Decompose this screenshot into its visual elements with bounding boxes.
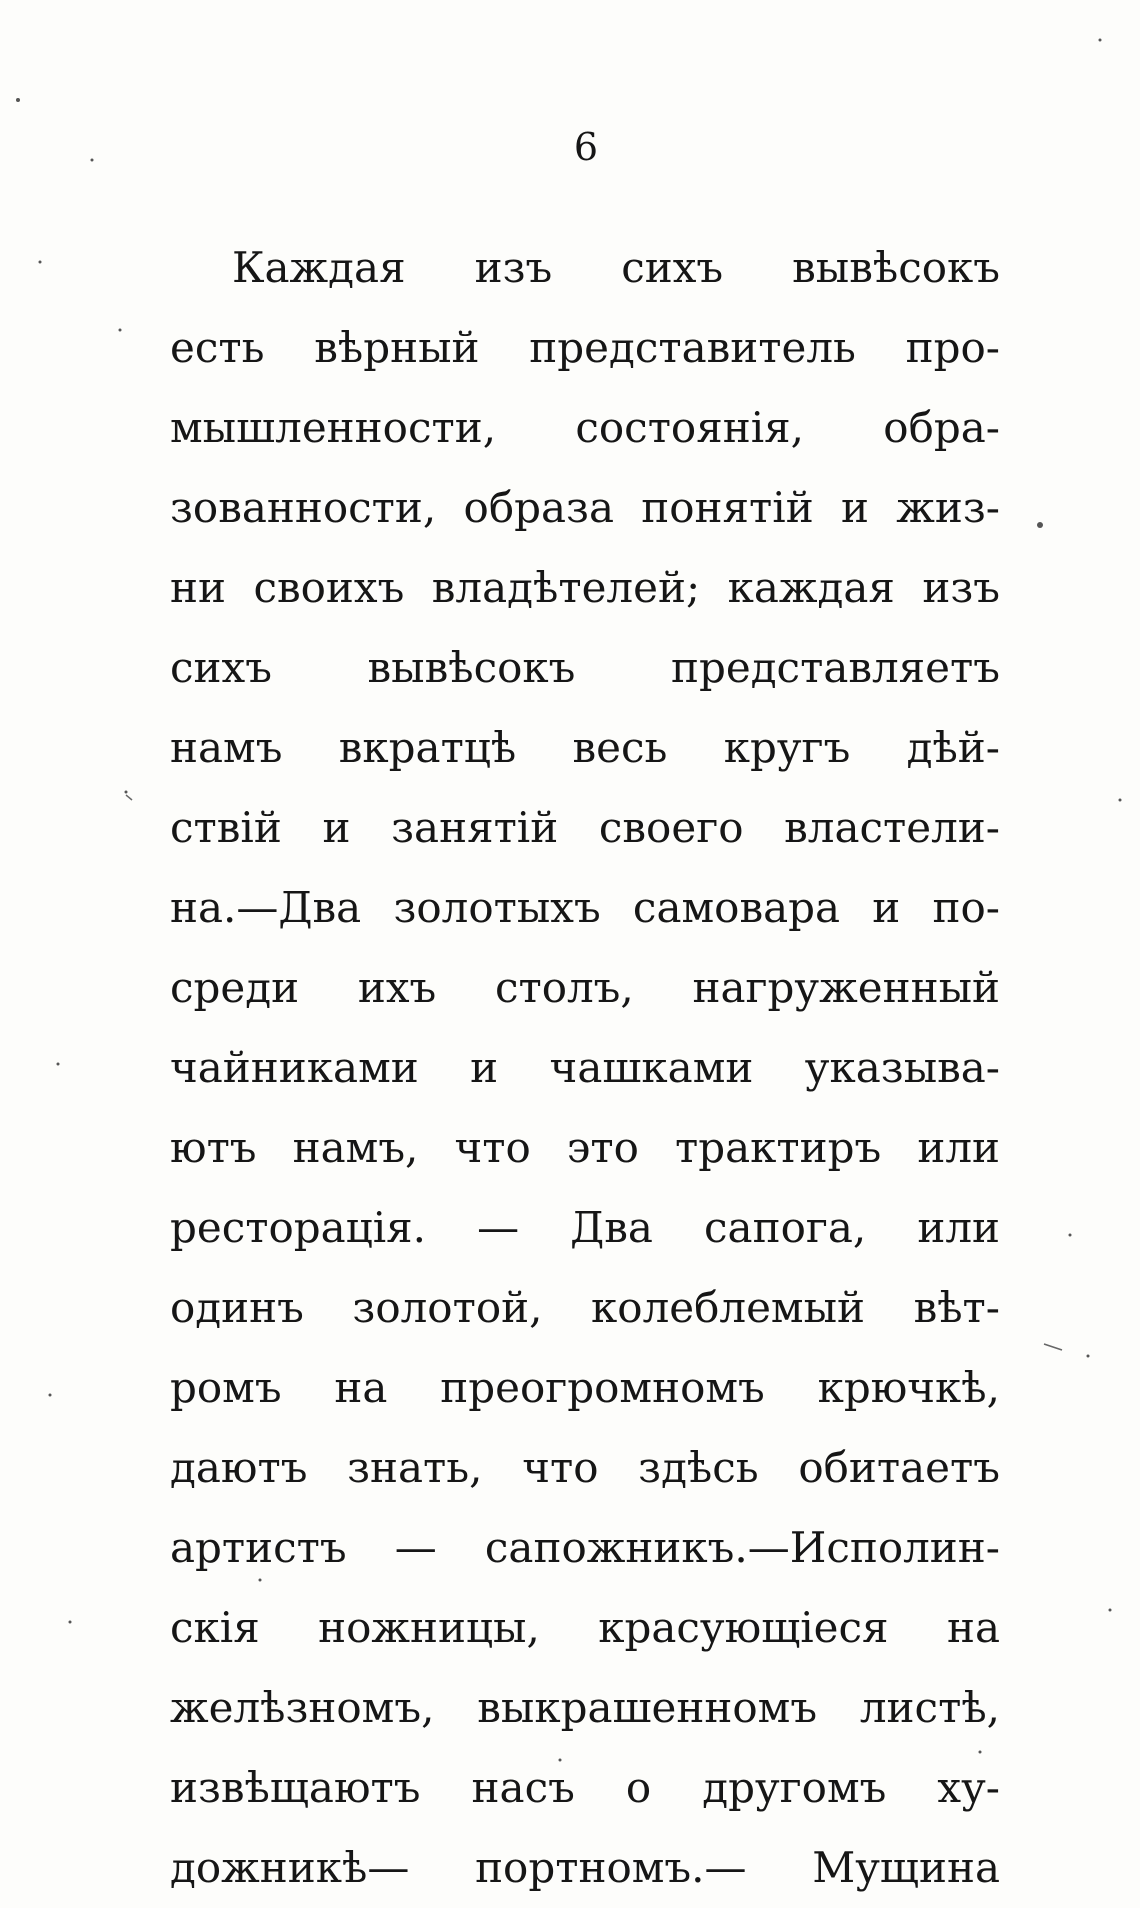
text-line: ствій и занятій своего властели- <box>170 803 1000 852</box>
text-line: намъ вкратцѣ весь кругъ дѣй- <box>170 723 1000 772</box>
page-number: 6 <box>573 125 599 169</box>
text-line: среди ихъ столъ, нагруженный <box>170 963 1000 1012</box>
text-line: ресторація. — Два сапога, или <box>170 1203 1000 1252</box>
text-line: артистъ — сапожникъ.—Исполин- <box>170 1523 1000 1572</box>
text-line: дожникѣ— портномъ.— Мущина <box>170 1843 1000 1892</box>
text-line: Каждая изъ сихъ вывѣсокъ <box>232 243 1000 292</box>
text-line: одинъ золотой, колеблемый вѣт- <box>170 1283 1000 1332</box>
text-line: мышленности, состоянія, обра- <box>170 403 1000 452</box>
text-line: извѣщаютъ насъ о другомъ ху- <box>170 1763 1000 1812</box>
text-line: желѣзномъ, выкрашенномъ листѣ, <box>170 1683 1000 1732</box>
text-line: сихъ вывѣсокъ представляетъ <box>170 643 1000 692</box>
text-line: на.—Два золотыхъ самовара и по- <box>170 883 1000 932</box>
text-line: ромъ на преогромномъ крючкѣ, <box>170 1363 1000 1412</box>
text-line: чайниками и чашками указыва- <box>170 1043 1000 1092</box>
text-line: ни своихъ владѣтелей; каждая изъ <box>170 563 1000 612</box>
text-line: ютъ намъ, что это трактиръ или <box>170 1123 1000 1172</box>
text-line: скія ножницы, красующіеся на <box>170 1603 1000 1652</box>
text-line: даютъ знать, что здѣсь обитаетъ <box>170 1443 1000 1492</box>
text-line: есть вѣрный представитель про- <box>170 323 1000 372</box>
text-line: зованности, образа понятій и жиз- <box>170 483 1000 532</box>
body-text <box>170 228 1000 1908</box>
